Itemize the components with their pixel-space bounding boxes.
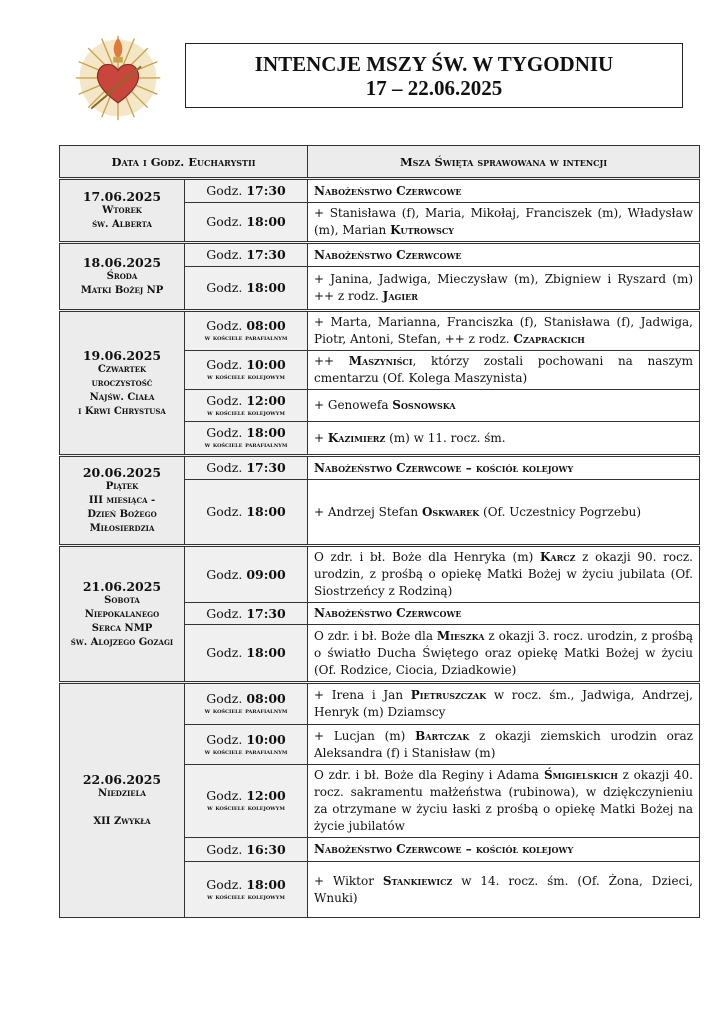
day-label: Sobota: [104, 594, 140, 606]
mass-location: w kościele kolejowym: [207, 803, 285, 812]
mass-time: 12:00: [246, 392, 286, 408]
intention-text: z okazji 3. rocz. urodzin, z prośbą o światło Ducha Świętego oraz opiekę Matki Bożej w życiu (Of. Rodzice, Ciocia, Dziadkowie): [314, 628, 694, 677]
intention-cell: [308, 351, 700, 390]
mass-time: 12:00: [246, 788, 286, 803]
intention-text: + Andrzej Stefan: [314, 504, 422, 519]
time-prefix: Godz.: [206, 841, 243, 857]
mass-time: 18:00: [246, 425, 286, 440]
mass-time-cell: [185, 243, 308, 267]
intention-cell: [308, 480, 700, 546]
mass-time: 16:30: [246, 841, 286, 857]
mass-time: 17:30: [246, 247, 286, 262]
mass-location: w kościele parafialnym: [204, 746, 288, 756]
mass-time: 18:00: [246, 504, 286, 519]
mass-time-cell: [185, 422, 308, 456]
mass-location: w kościele parafialnym: [204, 440, 288, 449]
day-cell: [60, 179, 185, 243]
mass-time: 08:00: [246, 691, 286, 706]
intention-name: Oskwarek: [421, 504, 480, 519]
day-date: 17.06.2025: [82, 189, 162, 204]
day-label: Piątek: [105, 481, 139, 492]
intention-name: Maszyniści: [348, 354, 413, 368]
mass-time-cell: [185, 603, 308, 625]
day-label: III miesiąca -: [88, 495, 156, 506]
mass-location: w kościele kolejowym: [207, 891, 285, 901]
mass-time-cell: [185, 683, 308, 725]
page-title: INTENCJE MSZY ŚW. W TYGODNIU: [254, 52, 614, 76]
mass-time: 08:00: [246, 318, 286, 333]
day-cell: [60, 546, 185, 683]
mass-location: w kościele parafialnym: [204, 706, 288, 715]
intention-text: z okazji ziemskich urodzin oraz Aleksandra (f) i Stanisław (m): [314, 728, 694, 760]
day-label: Niepokalanego: [84, 608, 160, 620]
day-label: XII Zwykła: [93, 816, 151, 827]
intention-name: Nabożeństwo Czerwcowe: [314, 606, 462, 620]
intention-name: Jagier: [382, 289, 418, 303]
time-prefix: Godz.: [206, 504, 243, 519]
time-prefix: Godz.: [206, 425, 243, 440]
intention-text: + Wiktor: [314, 873, 383, 888]
intention-cell: [308, 546, 700, 603]
col-header-intention: Msza Święta sprawowana w intencji: [308, 146, 700, 179]
intention-name: Nabożeństwo Czerwcowe: [314, 247, 462, 262]
intention-name: Śmigielskich: [543, 768, 618, 782]
mass-time: 18:00: [246, 645, 286, 660]
intention-text: w 14. rocz. śm. (Of. Żona, Dzieci, Wnuki): [314, 873, 693, 905]
intention-name: Nabożeństwo Czerwcowe – kościół kolejowy: [314, 842, 574, 856]
day-cell: [60, 243, 185, 311]
day-label: Niedziela: [98, 788, 146, 799]
mass-time: 17:30: [246, 460, 286, 475]
intention-text: + Irena i Jan: [314, 688, 411, 702]
mass-location: w kościele parafialnym: [204, 333, 288, 342]
table-row: [60, 243, 700, 267]
mass-time-cell: [185, 311, 308, 351]
table-body: [60, 179, 700, 918]
time-prefix: Godz.: [206, 357, 243, 372]
intention-name: Mieszka: [436, 628, 485, 643]
day-label: Serca NMP: [91, 622, 153, 634]
day-date: 22.06.2025: [82, 772, 162, 787]
time-prefix: Godz.: [206, 645, 243, 660]
time-prefix: Godz.: [206, 605, 243, 621]
table-row: [60, 179, 700, 203]
time-prefix: Godz.: [206, 460, 243, 475]
date-range: 17 – 22.06.2025: [365, 76, 503, 100]
time-prefix: Godz.: [206, 876, 243, 892]
day-label: uroczystość: [91, 377, 153, 389]
intention-cell: [308, 390, 700, 422]
day-label: św. Alberta: [92, 219, 152, 230]
mass-time-cell: [185, 546, 308, 603]
mass-time: 09:00: [246, 566, 286, 582]
intention-text: O zdr. i bł. Boże dla: [314, 628, 437, 643]
time-prefix: Godz.: [206, 183, 243, 198]
time-prefix: Godz.: [206, 280, 243, 295]
intention-name: Stankiewicz: [382, 873, 453, 888]
time-prefix: Godz.: [206, 318, 243, 333]
table-row: [60, 683, 700, 725]
intention-name: Pietruszczak: [410, 688, 487, 702]
table-row: [60, 311, 700, 351]
intention-name: Czaprackich: [513, 332, 585, 346]
table-row: [60, 456, 700, 480]
day-date: 19.06.2025: [82, 347, 162, 363]
day-label: Wtorek: [102, 205, 142, 216]
intention-name: Kazimierz: [327, 430, 386, 445]
mass-location: w kościele kolejowym: [207, 407, 285, 417]
day-label: Środa: [106, 271, 138, 282]
intention-text: + Stanisława (f), Maria, Mikołaj, Franciszek (m), Władysław (m), Marian: [314, 206, 693, 237]
intention-name: Sosnowska: [392, 398, 456, 412]
intention-cell: [308, 311, 700, 351]
intention-name: Karcz: [539, 550, 576, 564]
day-label: św. Alojzego Gozagi: [70, 636, 174, 648]
intention-cell: [308, 838, 700, 862]
intention-name: Kutrowscy: [390, 223, 454, 237]
intention-text: ++: [314, 354, 349, 368]
mass-time-cell: [185, 179, 308, 203]
intention-cell: [308, 456, 700, 480]
intention-text: (Of. Uczestnicy Pogrzebu): [479, 504, 642, 519]
day-label: Matki Bożej NP: [80, 285, 164, 296]
intention-cell: [308, 243, 700, 267]
intention-text: z okazji 40. rocz. sakramentu małżeństwa (rubinowa), w dziękczynieniu za otrzymane w życiu łaski z prośbą o opiekę Matki Bożej na życie jubilatów: [314, 768, 693, 833]
time-prefix: Godz.: [206, 691, 243, 706]
time-prefix: Godz.: [206, 731, 243, 747]
mass-time-cell: [185, 838, 308, 862]
time-prefix: Godz.: [206, 566, 243, 582]
mass-time: 17:30: [246, 183, 286, 198]
time-prefix: Godz.: [206, 214, 243, 229]
intention-cell: [308, 203, 700, 243]
intention-text: , którzy zostali pochowani na naszym cmentarzu (Of. Kolega Maszynista): [314, 354, 693, 385]
mass-time: 18:00: [246, 280, 286, 295]
mass-time-cell: [185, 456, 308, 480]
mass-time-cell: [185, 765, 308, 838]
sacred-heart-logo: [70, 28, 166, 124]
time-prefix: Godz.: [206, 788, 243, 803]
mass-time: 10:00: [246, 357, 286, 372]
table-header-row: [60, 146, 700, 179]
intention-text: O zdr. i bł. Boże dla Reginy i Adama: [314, 768, 544, 782]
intentions-table: [59, 145, 700, 918]
mass-time-cell: [185, 625, 308, 683]
intention-text: + Janina, Jadwiga, Mieczysław (m), Zbigniew i Ryszard (m) ++ z rodz.: [314, 272, 693, 303]
day-label: [61, 801, 183, 815]
mass-time: 18:00: [246, 214, 286, 229]
intention-text: (m) w 11. rocz. śm.: [385, 430, 506, 445]
intention-text: w rocz. śm., Jadwiga, Andrzej, Henryk (m) Dziamscy: [314, 688, 693, 719]
mass-time: 10:00: [246, 731, 286, 747]
day-label: Dzień Bożego: [87, 509, 157, 520]
mass-time-cell: [185, 862, 308, 918]
intention-text: +: [314, 430, 328, 445]
intention-text: + Lucjan (m): [314, 728, 416, 743]
day-label: Najśw. Ciała: [89, 391, 155, 403]
intention-text: + Genowefa: [314, 398, 393, 412]
day-date: 18.06.2025: [82, 255, 162, 270]
intention-cell: [308, 625, 700, 683]
mass-location: w kościele kolejowym: [207, 372, 285, 381]
intention-cell: [308, 179, 700, 203]
day-date: 20.06.2025: [82, 465, 162, 480]
time-prefix: Godz.: [206, 392, 243, 408]
mass-time: 18:00: [246, 876, 286, 892]
day-label: Miłosierdzia: [89, 523, 155, 534]
mass-time-cell: [185, 390, 308, 422]
intention-cell: [308, 725, 700, 765]
day-cell: [60, 311, 185, 456]
intention-name: Bartczak: [415, 728, 470, 743]
intention-cell: [308, 862, 700, 918]
mass-time-cell: [185, 351, 308, 390]
intention-name: Nabożeństwo Czerwcowe – kościół kolejowy: [314, 460, 574, 475]
mass-time-cell: [185, 203, 308, 243]
mass-time-cell: [185, 725, 308, 765]
col-header-date: Data i Godz. Eucharystii: [60, 146, 308, 179]
intention-text: + Marta, Marianna, Franciszka (f), Stanisława (f), Jadwiga, Piotr, Antoni, Stefan, ++ z rodz.: [314, 315, 693, 346]
intention-cell: [308, 765, 700, 838]
mass-time-cell: [185, 480, 308, 546]
day-cell: [60, 456, 185, 546]
mass-time-cell: [185, 267, 308, 311]
mass-time: 17:30: [246, 605, 286, 621]
intention-name: Nabożeństwo Czerwcowe: [314, 183, 462, 198]
day-cell: [60, 683, 185, 918]
day-date: 21.06.2025: [82, 578, 162, 594]
intention-cell: [308, 683, 700, 725]
day-label: Czwartek: [97, 363, 147, 375]
intention-cell: [308, 422, 700, 456]
time-prefix: Godz.: [206, 247, 243, 262]
intention-cell: [308, 603, 700, 625]
title-box: [185, 43, 683, 108]
day-label: i Krwi Chrystusa: [78, 405, 166, 417]
intention-text: z okazji 90. rocz. urodzin, z prośbą o opiekę Matki Bożej w życiu jubilata (Of. Siostrzeńcy z Rodziną): [314, 550, 693, 598]
intention-cell: [308, 267, 700, 311]
intention-text: O zdr. i bł. Boże dla Henryka (m): [314, 550, 540, 564]
table-row: [60, 546, 700, 603]
